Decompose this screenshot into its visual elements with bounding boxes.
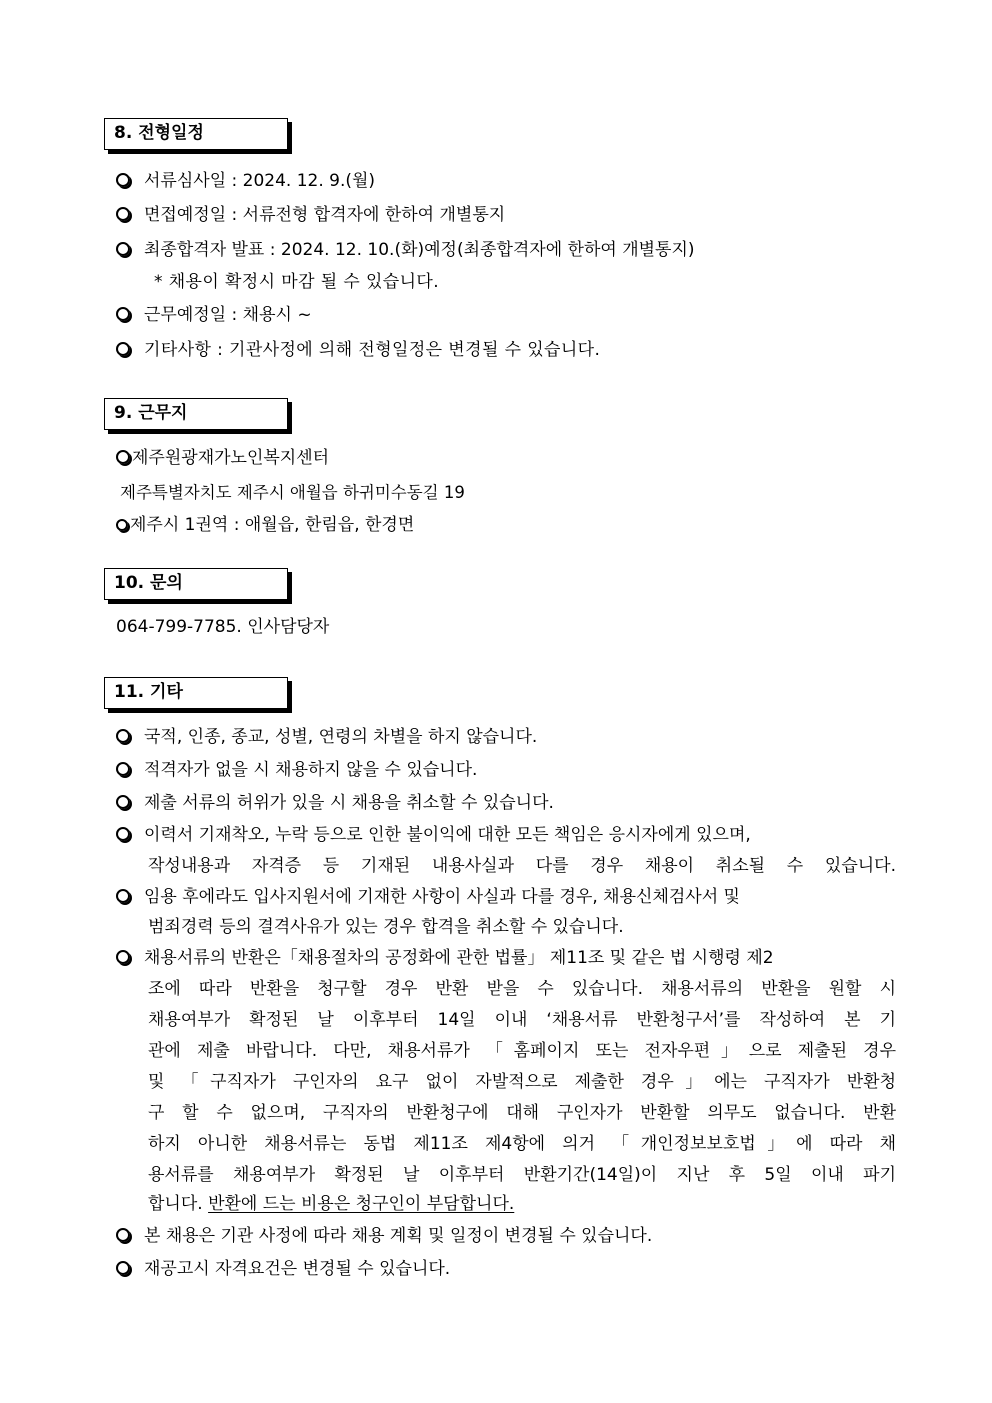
schedule-item-document-review: 서류심사일 : 2024. 12. 9.(월) [116,168,896,194]
section-9-heading [104,398,288,430]
schedule-item-final-announcement: 최종합격자 발표 : 2024. 12. 10.(화)예정(최종합격자에 한하여 개별통지) [116,237,896,263]
document-return-line-3: 채용여부가 확정된 날 이후부터 14일 이내 ‘채용서류 반환청구서’를 작성하여 본 기 [148,1010,896,1030]
circle-bullet-icon [116,519,128,531]
circle-bullet-icon [116,827,130,841]
etc-item-false-documents: 제출 서류의 허위가 있을 시 채용을 취소할 수 있습니다. [116,790,896,816]
section-9-title: 9. 근무지 [114,403,188,423]
etc-item-schedule-change: 본 채용은 기관 사정에 따라 채용 계획 및 일정이 변경될 수 있습니다. [116,1223,896,1249]
schedule-item-etc: 기타사항 : 기관사정에 의해 전형일정은 변경될 수 있습니다. [116,337,896,363]
section-10-heading [104,568,288,600]
circle-bullet-icon [116,173,130,187]
workplace-name: 제주원광재가노인복지센터 [116,445,896,471]
circle-bullet-icon [116,450,130,464]
schedule-item-work-start: 근무예정일 : 채용시 ~ [116,302,896,328]
contact-info: 064-799-7785. 인사담당자 [116,617,330,637]
document-return-line-4: 관에 제출 바랍니다. 다만, 채용서류가 「홈페이지 또는 전자우편」으로 제출된 경우 [148,1041,896,1061]
etc-item-appointment-cancel: 임용 후에라도 입사지원서에 기재한 사항이 사실과 다를 경우, 채용신체검사서 및 [116,884,896,910]
workplace-address: 제주특별자치도 제주시 애월읍 하귀미수동길 19 [120,483,465,502]
schedule-note: * 채용이 확정시 마감 될 수 있습니다. [154,272,440,292]
etc-item-appointment-cancel-cont: 범죄경력 등의 결격사유가 있는 경우 합격을 취소할 수 있습니다. [148,917,624,937]
circle-bullet-icon [116,1261,130,1275]
schedule-item-interview: 면접예정일 : 서류전형 합격자에 한하여 개별통지 [116,202,896,228]
circle-bullet-icon [116,207,130,221]
section-10-title: 10. 문의 [114,573,183,593]
etc-item-no-qualified: 적격자가 없을 시 채용하지 않을 수 있습니다. [116,757,896,783]
etc-item-resume-errors-cont: 작성내용과 자격증 등 기재된 내용사실과 다를 경우 채용이 취소될 수 있습니다. [148,856,896,876]
circle-bullet-icon [116,1228,130,1242]
document-return-line-8: 용서류를 채용여부가 확정된 날 이후부터 반환기간(14일)이 지난 후 5일 이내 파기 [148,1165,896,1185]
workplace-area: 제주시 1권역 : 애월읍, 한림읍, 한경면 [116,512,896,538]
document-return-line-6: 구 할 수 없으며, 구직자의 반환청구에 대해 구인자가 반환할 의무도 없습니다. 반환 [148,1103,896,1123]
circle-bullet-icon [116,795,130,809]
document-return-line-5: 및 「구직자가 구인자의 요구 없이 자발적으로 제출한 경우」에는 구직자가 반환청 [148,1072,896,1092]
section-11-heading [104,677,288,709]
section-11-title: 11. 기타 [114,682,183,702]
document-return-line-7: 하지 아니한 채용서류는 동법 제11조 제4항에 의거 「개인정보보호법」에 따라 채 [148,1134,896,1154]
circle-bullet-icon [116,889,130,903]
circle-bullet-icon [116,242,130,256]
etc-item-no-discrimination: 국적, 인종, 종교, 성별, 연령의 차별을 하지 않습니다. [116,724,896,750]
etc-item-resume-errors: 이력서 기재착오, 누락 등으로 인한 불이익에 대한 모든 책임은 응시자에게 있으며, [116,822,896,848]
section-8-heading [104,118,288,150]
document-return-line-2: 조에 따라 반환을 청구할 경우 반환 받을 수 있습니다. 채용서류의 반환을 원할 시 [148,979,896,999]
etc-item-document-return: 채용서류의 반환은「채용절차의 공정화에 관한 법률」 제11조 및 같은 법 시행령 제2 [116,945,896,971]
circle-bullet-icon [116,307,130,321]
document-return-line-9: 합니다. 반환에 드는 비용은 청구인이 부담합니다. [148,1194,515,1214]
circle-bullet-icon [116,729,130,743]
etc-item-requirements-change: 재공고시 자격요건은 변경될 수 있습니다. [116,1256,896,1282]
section-8-title: 8. 전형일정 [114,123,204,143]
circle-bullet-icon [116,950,130,964]
cost-burden-note: 반환에 드는 비용은 청구인이 부담합니다. [208,1194,515,1214]
circle-bullet-icon [116,762,130,776]
circle-bullet-icon [116,342,130,356]
